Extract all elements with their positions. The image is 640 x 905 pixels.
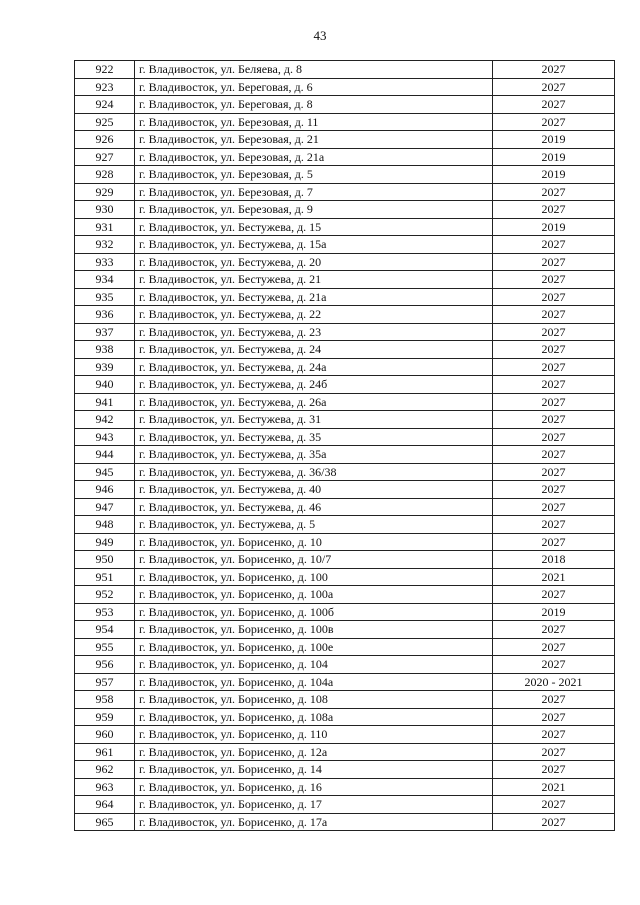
row-number: 941 [75,393,135,411]
row-year: 2027 [493,463,615,481]
table-row [75,708,615,726]
table-row [75,446,615,464]
table-row [75,603,615,621]
registry-table-body [75,61,615,831]
row-year: 2027 [493,533,615,551]
row-year: 2027 [493,306,615,324]
row-number: 952 [75,586,135,604]
row-year: 2027 [493,183,615,201]
row-address: г. Владивосток, ул. Борисенко, д. 17а [135,813,493,831]
row-number: 958 [75,691,135,709]
row-year: 2027 [493,271,615,289]
row-address: г. Владивосток, ул. Бестужева, д. 46 [135,498,493,516]
table-row [75,393,615,411]
row-address: г. Владивосток, ул. Борисенко, д. 16 [135,778,493,796]
row-number: 953 [75,603,135,621]
table-row [75,498,615,516]
table-row [75,236,615,254]
row-year: 2027 [493,253,615,271]
row-address: г. Владивосток, ул. Бестужева, д. 23 [135,323,493,341]
row-year: 2018 [493,551,615,569]
row-year: 2027 [493,341,615,359]
row-number: 932 [75,236,135,254]
row-number: 945 [75,463,135,481]
table-row [75,341,615,359]
row-address: г. Владивосток, ул. Борисенко, д. 100е [135,638,493,656]
row-number: 936 [75,306,135,324]
row-year: 2027 [493,446,615,464]
table-row [75,743,615,761]
row-number: 957 [75,673,135,691]
table-row [75,61,615,79]
table-row [75,516,615,534]
row-number: 956 [75,656,135,674]
row-number: 927 [75,148,135,166]
row-address: г. Владивосток, ул. Бестужева, д. 21а [135,288,493,306]
row-number: 949 [75,533,135,551]
row-address: г. Владивосток, ул. Борисенко, д. 100в [135,621,493,639]
row-address: г. Владивосток, ул. Борисенко, д. 100а [135,586,493,604]
row-number: 942 [75,411,135,429]
table-row [75,323,615,341]
row-number: 947 [75,498,135,516]
row-year: 2027 [493,61,615,79]
row-year: 2027 [493,621,615,639]
table-row [75,533,615,551]
row-address: г. Владивосток, ул. Бестужева, д. 5 [135,516,493,534]
row-number: 959 [75,708,135,726]
row-address: г. Владивосток, ул. Бестужева, д. 26а [135,393,493,411]
row-year: 2027 [493,96,615,114]
row-year: 2027 [493,411,615,429]
row-year: 2027 [493,743,615,761]
row-number: 955 [75,638,135,656]
row-number: 926 [75,131,135,149]
row-number: 935 [75,288,135,306]
table-row [75,183,615,201]
row-number: 948 [75,516,135,534]
row-address: г. Владивосток, ул. Березовая, д. 7 [135,183,493,201]
row-year: 2027 [493,638,615,656]
row-year: 2027 [493,288,615,306]
row-number: 922 [75,61,135,79]
page-number: 43 [313,28,327,43]
table-row [75,288,615,306]
table-row [75,656,615,674]
row-number: 963 [75,778,135,796]
table-row [75,358,615,376]
row-address: г. Владивосток, ул. Борисенко, д. 100 [135,568,493,586]
table-row [75,638,615,656]
row-year: 2027 [493,708,615,726]
row-number: 928 [75,166,135,184]
row-address: г. Владивосток, ул. Борисенко, д. 14 [135,761,493,779]
row-year: 2027 [493,691,615,709]
row-address: г. Владивосток, ул. Борисенко, д. 17 [135,796,493,814]
row-address: г. Владивосток, ул. Береговая, д. 6 [135,78,493,96]
row-year: 2019 [493,218,615,236]
row-year: 2027 [493,201,615,219]
table-row [75,673,615,691]
row-year: 2027 [493,498,615,516]
row-number: 944 [75,446,135,464]
row-number: 923 [75,78,135,96]
row-number: 929 [75,183,135,201]
row-number: 931 [75,218,135,236]
row-address: г. Владивосток, ул. Борисенко, д. 10 [135,533,493,551]
row-address: г. Владивосток, ул. Беляева, д. 8 [135,61,493,79]
row-address: г. Владивосток, ул. Бестужева, д. 35а [135,446,493,464]
row-number: 954 [75,621,135,639]
row-address: г. Владивосток, ул. Бестужева, д. 22 [135,306,493,324]
table-row [75,551,615,569]
row-year: 2027 [493,813,615,831]
row-number: 930 [75,201,135,219]
table-row [75,306,615,324]
table-row [75,621,615,639]
row-address: г. Владивосток, ул. Березовая, д. 5 [135,166,493,184]
row-address: г. Владивосток, ул. Бестужева, д. 40 [135,481,493,499]
table-row [75,113,615,131]
table-row [75,411,615,429]
row-number: 940 [75,376,135,394]
row-number: 943 [75,428,135,446]
row-address: г. Владивосток, ул. Бестужева, д. 20 [135,253,493,271]
row-address: г. Владивосток, ул. Березовая, д. 21 [135,131,493,149]
row-address: г. Владивосток, ул. Бестужева, д. 24б [135,376,493,394]
row-number: 961 [75,743,135,761]
row-year: 2027 [493,656,615,674]
table-row [75,253,615,271]
row-number: 924 [75,96,135,114]
row-year: 2027 [493,393,615,411]
row-number: 950 [75,551,135,569]
row-address: г. Владивосток, ул. Бестужева, д. 24 [135,341,493,359]
row-address: г. Владивосток, ул. Борисенко, д. 10/7 [135,551,493,569]
row-number: 962 [75,761,135,779]
table-row [75,813,615,831]
row-number: 925 [75,113,135,131]
row-address: г. Владивосток, ул. Борисенко, д. 108 [135,691,493,709]
row-address: г. Владивосток, ул. Березовая, д. 11 [135,113,493,131]
registry-table [74,60,615,831]
row-address: г. Владивосток, ул. Бестужева, д. 31 [135,411,493,429]
row-address: г. Владивосток, ул. Борисенко, д. 12а [135,743,493,761]
table-row [75,778,615,796]
table-row [75,761,615,779]
row-year: 2027 [493,428,615,446]
table-row [75,201,615,219]
table-row [75,586,615,604]
row-number: 951 [75,568,135,586]
row-address: г. Владивосток, ул. Бестужева, д. 35 [135,428,493,446]
row-year: 2027 [493,726,615,744]
table-row [75,428,615,446]
row-year: 2019 [493,148,615,166]
row-number: 964 [75,796,135,814]
table-row [75,131,615,149]
row-year: 2020 - 2021 [493,673,615,691]
table-row [75,568,615,586]
row-year: 2027 [493,376,615,394]
row-number: 937 [75,323,135,341]
row-year: 2027 [493,78,615,96]
table-row [75,148,615,166]
row-address: г. Владивосток, ул. Борисенко, д. 108а [135,708,493,726]
row-number: 939 [75,358,135,376]
row-year: 2019 [493,131,615,149]
table-row [75,78,615,96]
table-row [75,726,615,744]
row-number: 934 [75,271,135,289]
row-address: г. Владивосток, ул. Береговая, д. 8 [135,96,493,114]
row-address: г. Владивосток, ул. Бестужева, д. 15а [135,236,493,254]
table-row [75,481,615,499]
table-row [75,218,615,236]
row-year: 2027 [493,323,615,341]
row-number: 965 [75,813,135,831]
row-year: 2027 [493,516,615,534]
table-row [75,166,615,184]
row-number: 946 [75,481,135,499]
table-row [75,271,615,289]
table-row [75,463,615,481]
row-address: г. Владивосток, ул. Березовая, д. 9 [135,201,493,219]
table-row [75,796,615,814]
row-number: 933 [75,253,135,271]
row-year: 2027 [493,481,615,499]
row-year: 2021 [493,568,615,586]
row-year: 2019 [493,166,615,184]
row-year: 2027 [493,358,615,376]
row-address: г. Владивосток, ул. Бестужева, д. 36/38 [135,463,493,481]
table-row [75,96,615,114]
row-address: г. Владивосток, ул. Бестужева, д. 21 [135,271,493,289]
row-address: г. Владивосток, ул. Бестужева, д. 15 [135,218,493,236]
row-address: г. Владивосток, ул. Борисенко, д. 110 [135,726,493,744]
row-year: 2019 [493,603,615,621]
row-year: 2027 [493,113,615,131]
row-number: 938 [75,341,135,359]
row-year: 2027 [493,236,615,254]
row-address: г. Владивосток, ул. Борисенко, д. 104 [135,656,493,674]
row-year: 2021 [493,778,615,796]
row-year: 2027 [493,586,615,604]
table-row [75,691,615,709]
row-year: 2027 [493,761,615,779]
table-row [75,376,615,394]
row-number: 960 [75,726,135,744]
row-address: г. Владивосток, ул. Борисенко, д. 104а [135,673,493,691]
row-address: г. Владивосток, ул. Бестужева, д. 24а [135,358,493,376]
row-address: г. Владивосток, ул. Березовая, д. 21а [135,148,493,166]
row-address: г. Владивосток, ул. Борисенко, д. 100б [135,603,493,621]
row-year: 2027 [493,796,615,814]
